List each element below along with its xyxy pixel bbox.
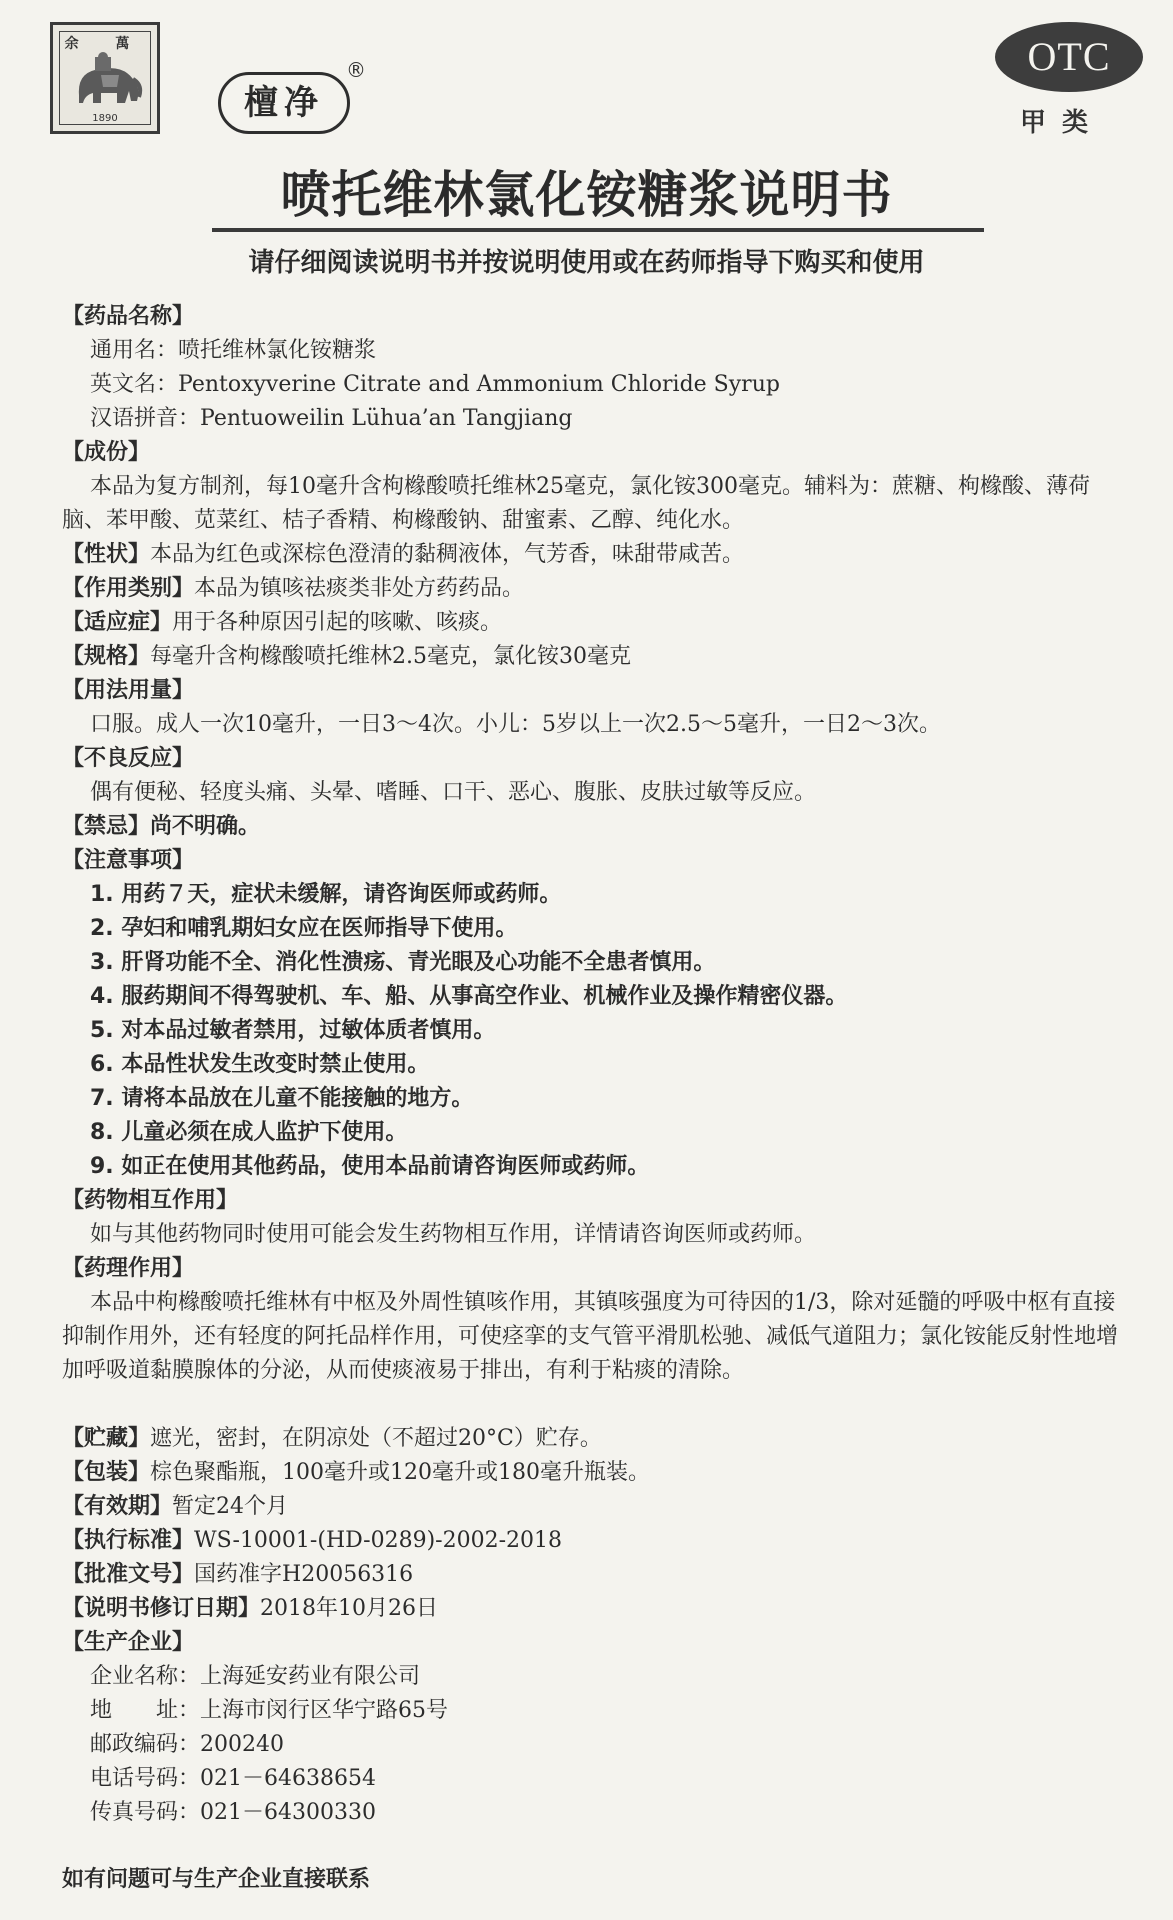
section-heading-interaction: 【药物相互作用】 (62, 1188, 239, 1213)
leaflet-body (62, 300, 1132, 1830)
pinyin-name: 汉语拼音：Pentuoweilin Lühua’an Tangjiang (90, 406, 573, 431)
spec-text: 每毫升含枸橼酸喷托维林2.5毫克，氯化铵30毫克 (150, 644, 631, 669)
indication-text: 用于各种原因引起的咳嗽、咳痰。 (172, 610, 503, 635)
composition-text: 本品为复方制剂，每10毫升含枸橼酸喷托维林25毫克，氯化铵300毫克。辅料为：蔗糖、枸橼酸、薄荷脑、苯甲酸、苋菜红、桔子香精、枸橼酸钠、甜蜜素、乙醇、纯化水。 (62, 474, 1090, 533)
package-row (62, 1456, 1132, 1490)
otc-class-label: 甲类 (1020, 108, 1105, 138)
section-heading-composition: 【成份】 (62, 440, 151, 465)
adverse-text: 偶有便秘、轻度头痛、头晕、嗜睡、口干、恶心、腹胀、皮肤过敏等反应。 (90, 780, 817, 805)
document-title: 喷托维林氯化铵糖浆说明书 (280, 166, 893, 224)
english-name: 英文名：Pentoxyverine Citrate and Ammonium Chloride Syrup (90, 372, 780, 397)
standard-row (62, 1524, 1132, 1558)
revision-row (62, 1592, 1132, 1626)
section-heading-precautions: 【注意事项】 (62, 848, 195, 873)
generic-name: 通用名：喷托维林氯化铵糖浆 (90, 338, 377, 363)
package-text: 棕色聚酯瓶，100毫升或120毫升或180毫升瓶装。 (150, 1460, 650, 1485)
document-subtitle: 请仔细阅读说明书并按说明使用或在药师指导下购买和使用 (248, 248, 925, 278)
pharmacology-text: 本品中枸橼酸喷托维林有中枢及外周性镇咳作用，其镇咳强度为可待因的1/3，除对延髓的呼吸中枢有直接抑制作用外，还有轻度的阿托品样作用，可使痉挛的支气管平滑肌松驰、减低气道阻力；氯化铵能反射性地增加呼吸道黏膜腺体的分泌，从而使痰液易于排出，有利于粘痰的清除。 (62, 1290, 1119, 1383)
standard-text: WS-10001-(HD-0289)-2002-2018 (194, 1528, 563, 1553)
precaution-item: 1. 用药７天，症状未缓解，请咨询医师或药师。 (90, 882, 562, 907)
brand-name: 檀净 (218, 72, 350, 134)
logo-year: 1890 (92, 113, 118, 124)
title-underline (212, 228, 984, 232)
footer-note: 如有问题可与生产企业直接联系 (62, 1867, 371, 1892)
precaution-item: 5. 对本品过敏者禁用，过敏体质者慎用。 (90, 1018, 496, 1043)
section-heading-validity: 【有效期】 (62, 1494, 173, 1519)
precaution-item: 4. 服药期间不得驾驶机、车、船、从事高空作业、机械作业及操作精密仪器。 (90, 984, 848, 1009)
properties-text: 本品为红色或深棕色澄清的黏稠液体，气芳香，味甜带咸苦。 (150, 542, 745, 567)
approval-text: 国药准字H20056316 (194, 1562, 414, 1587)
section-heading-adverse: 【不良反应】 (62, 746, 195, 771)
section-heading-package: 【包装】 (62, 1460, 151, 1485)
elephant-icon (71, 51, 145, 113)
precaution-item: 9. 如正在使用其他药品，使用本品前请咨询医师或药师。 (90, 1154, 650, 1179)
precaution-item: 7. 请将本品放在儿童不能接触的地方。 (90, 1086, 474, 1111)
storage-text: 遮光，密封，在阴凉处（不超过20°C）贮存。 (150, 1426, 602, 1451)
section-heading-category: 【作用类别】 (62, 576, 195, 601)
section-heading-revision: 【说明书修订日期】 (62, 1596, 261, 1621)
company-logo (50, 22, 160, 134)
manufacturer-name: 企业名称：上海延安药业有限公司 (90, 1664, 421, 1689)
indication-row (62, 606, 1132, 640)
contra-row (62, 810, 1132, 844)
section-heading-approval: 【批准文号】 (62, 1562, 195, 1587)
dosage-text: 口服。成人一次10毫升，一日3～4次。小儿：5岁以上一次2.5～5毫升，一日2～3次。 (90, 712, 941, 737)
spec-row (62, 640, 1132, 674)
properties-row (62, 538, 1132, 572)
validity-text: 暂定24个月 (172, 1494, 289, 1519)
revision-text: 2018年10月26日 (260, 1596, 438, 1621)
section-heading-drug-name: 【药品名称】 (62, 304, 195, 329)
interaction-text: 如与其他药物同时使用可能会发生药物相互作用，详情请咨询医师或药师。 (90, 1222, 817, 1247)
section-heading-indication: 【适应症】 (62, 610, 173, 635)
registered-mark: ® (346, 58, 366, 82)
storage-row (62, 1422, 1132, 1456)
section-heading-manufacturer: 【生产企业】 (62, 1630, 195, 1655)
category-row (62, 572, 1132, 606)
category-text: 本品为镇咳祛痰类非处方药药品。 (194, 576, 525, 601)
section-heading-contra: 【禁忌】 (62, 814, 151, 839)
section-heading-spec: 【规格】 (62, 644, 151, 669)
section-heading-storage: 【贮藏】 (62, 1426, 151, 1451)
logo-top-text: 余 萬 (64, 36, 146, 52)
section-heading-dosage: 【用法用量】 (62, 678, 195, 703)
section-heading-standard: 【执行标准】 (62, 1528, 195, 1553)
manufacturer-address: 地 址：上海市闵行区华宁路65号 (90, 1698, 448, 1723)
precaution-item: 8. 儿童必须在成人监护下使用。 (90, 1120, 408, 1145)
contra-text: 尚不明确。 (150, 814, 261, 839)
manufacturer-phone: 电话号码：021－64638654 (90, 1766, 376, 1791)
section-heading-properties: 【性状】 (62, 542, 151, 567)
precaution-item: 2. 孕妇和哺乳期妇女应在医师指导下使用。 (90, 916, 518, 941)
precaution-item: 6. 本品性状发生改变时禁止使用。 (90, 1052, 430, 1077)
precaution-item: 3. 肝肾功能不全、消化性溃疡、青光眼及心功能不全患者慎用。 (90, 950, 716, 975)
manufacturer-fax: 传真号码：021－64300330 (90, 1800, 376, 1825)
validity-row (62, 1490, 1132, 1524)
section-heading-pharmacology: 【药理作用】 (62, 1256, 195, 1281)
manufacturer-postcode: 邮政编码：200240 (90, 1732, 284, 1757)
otc-badge: OTC (995, 22, 1143, 92)
approval-row (62, 1558, 1132, 1592)
